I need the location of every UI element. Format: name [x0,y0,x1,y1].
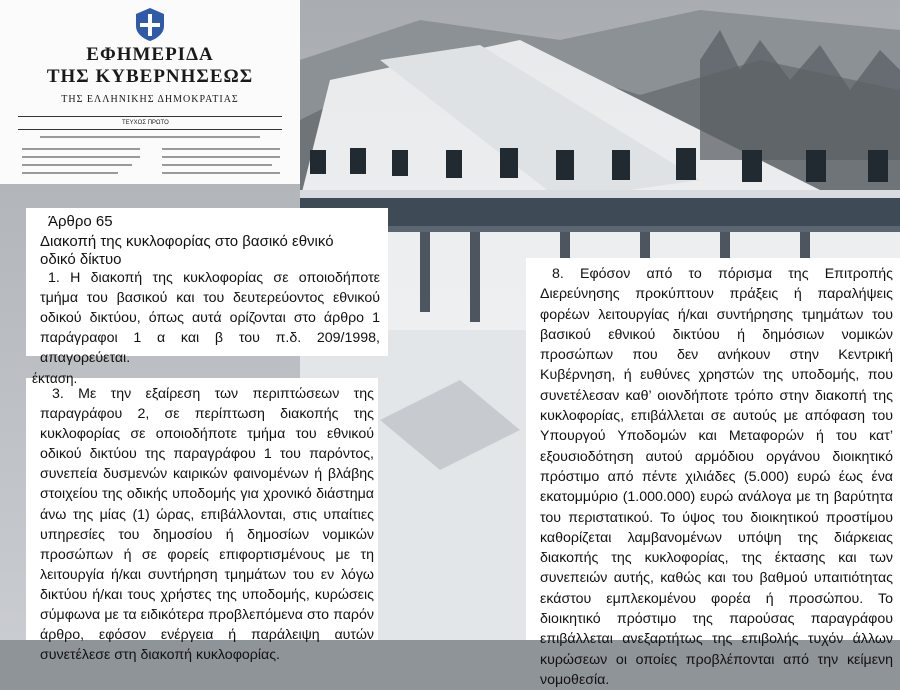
gazette-text-line [22,164,132,166]
gazette-text-line [40,136,260,138]
greek-emblem-icon [134,6,166,42]
article-paragraph-3-clip [26,371,378,664]
gazette-title-line2: ΤΗΣ ΚΥΒΕΡΝΗΣΕΩΣ [46,66,254,87]
gazette-text-line [162,148,280,150]
gazette-text-line [22,148,140,150]
article-heading-clip [26,208,388,366]
gazette-subtitle: ΤΗΣ ΕΛΛΗΝΙΚΗΣ ΔΗΜΟΚΡΑΤΙΑΣ [61,94,239,105]
article-paragraph-3: 3. Με την εξαίρεση των περιπτώσεων της παραγράφου 2, σε περίπτωση διακοπής της κυκλοφορίας σε οποιοδήποτε τμήμα του εθνικού οδικού δικτύου της παραγράφου 1 του παρόντος, συνεπεία δυσμενών καιρικών φαινομένων ή βλάβης στοιχείου της οδικής υποδομής για χρονικό διάστημα άνω της μίας (1) ώρας, επιβάλλονται, στις υπαίτιες υπηρεσίες του δημοσίου ή δημοσίων νομικών προσώπων ή σε φορείς επιφορτισμένους με τη λειτουργία ή/και συντήρηση τμημάτων του εν λόγω δικτύου ή/και τους χρήστες της υποδομής, κυρώσεις σύμφωνα με τα ειδικότερα προβλεπόμενα στο παρόν άρθρο, εφόσον ενέργεια ή παράλειψη αυτών συνετέλεσε στη διακοπή κυκλοφορίας. [40,386,374,664]
gazette-text-line [22,156,140,158]
gazette-text-line [162,172,280,174]
cut-off-word: έκταση. [32,371,78,386]
article-title-line1: Διακοπή της κυκλοφορίας στο βασικό εθνικό [40,233,334,250]
gazette-issue-bar [18,116,282,130]
article-title-line2: οδικό δίκτυο [40,251,122,268]
gazette-text-line [162,164,272,166]
article-number: Άρθρο 65 [48,213,113,230]
article-paragraph-8: 8. Εφόσον από το πόρισμα της Επιτροπής Διερεύνησης προκύπτουν πράξεις ή παραλήψεις φορέων λειτουργίας ή/και συντήρησης τμημάτων του βασικού εθνικού δικτύου ή δημόσιων νομικών προσώπων που δεν ανήκουν στην Κεντρική Κυβέρνηση, ή ευθύνες χρηστών της υποδομής, που συνετέλεσαν καθ’ οιονδήποτε τρόπο στην διακοπή της κυκλοφορίας, επιβάλλεται σε αυτούς με απόφαση του Υπουργού Υποδομών και Μεταφορών ή του κατ’ εξουσιοδότηση αυτού αρμόδιου οργάνου διοικητικό πρόστιμο από πέντε χιλιάδες (5.000) ευρώ έως ένα εκατομμύριο (1.000.000) ευρώ ανάλογα με τη βαρύτητα του περιστατικού. Το ύψος του διοικητικού προστίμου καθορίζεται λαμβανομένων υπόψη της διάρκειας διακοπής της κυκλοφορίας, της έκτασης και των συνεπειών αυτής, καθώς και του βαθμού υπαιτιότητας εκάστου εμπλεκομένου φορέα ή προσώπου. Το διοικητικό πρόστιμο της παρούσας παραγράφου επιβάλλεται ανεξαρτήτως της επιβολής τυχόν άλλων κυρώσεων οι οποίες προβλέπονται από την κείμενη νομοθεσία. [540,266,893,688]
gazette-issue-label: ΤΕΥΧΟΣ ΠΡΩΤΟ [122,120,169,126]
article-paragraph-1: 1. Η διακοπή της κυκλοφορίας σε οποιοδήποτε τμήμα του βασικού και του δευτερεύοντος εθνικού οδικού δικτύου, όπως αυτά ορίζονται στο άρθρο 1 παράγραφοι 1 α και β του π.δ. 209/1998, απαγορεύεται. [40,270,380,366]
gazette-text-line [162,156,280,158]
article-paragraph-8-clip [526,258,900,688]
gazette-header-clip [0,0,300,184]
gazette-text-line [22,172,118,174]
gazette-title-line1: ΕΦΗΜΕΡΙΔΑ [86,44,214,65]
